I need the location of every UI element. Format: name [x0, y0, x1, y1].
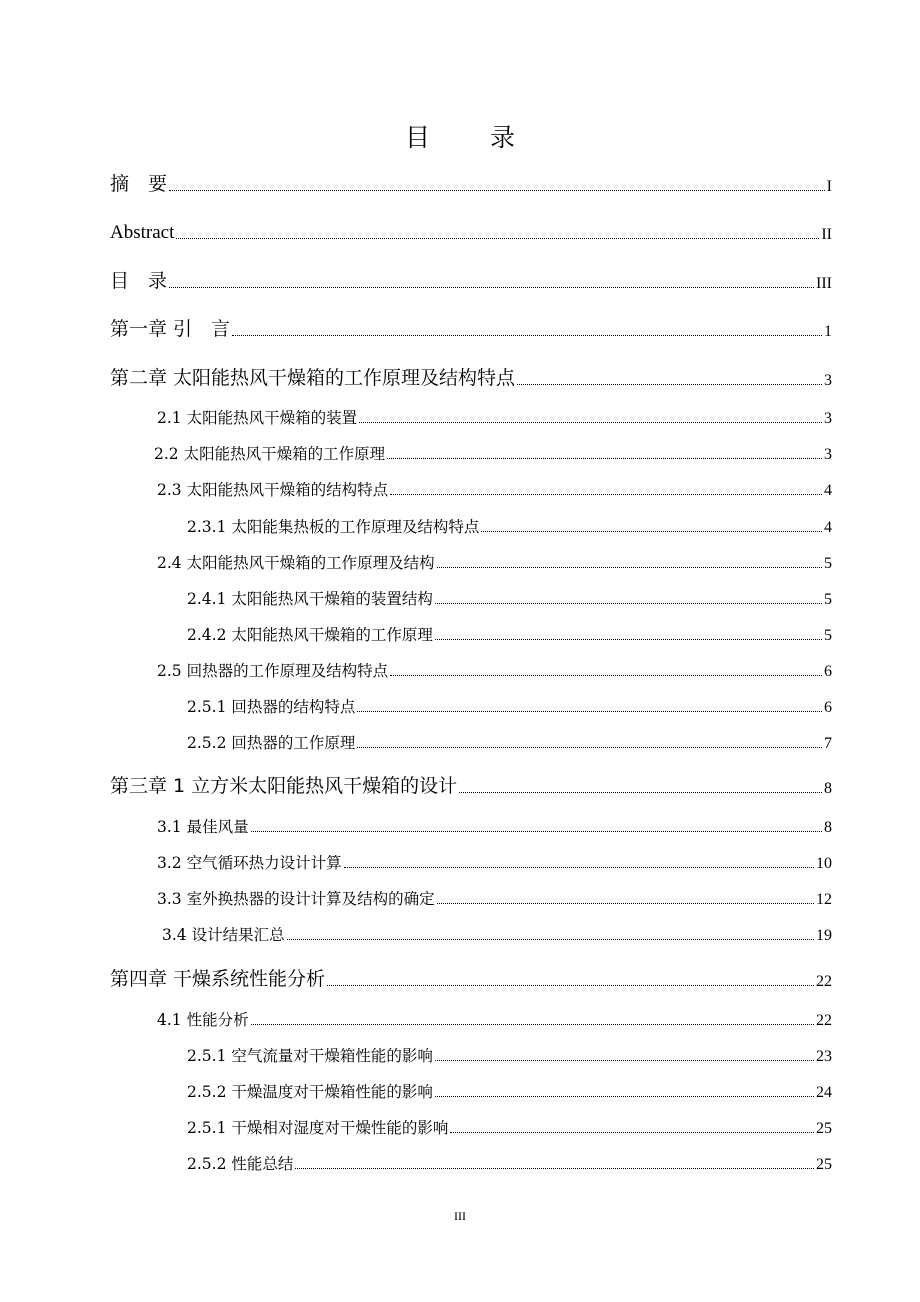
toc-page-number: 8: [824, 819, 832, 836]
toc-entry-contents[interactable]: [110, 267, 832, 293]
toc-entry-abstract-cn[interactable]: [110, 170, 832, 196]
toc-page-number: 6: [824, 699, 832, 716]
toc-page-number: 8: [824, 780, 832, 797]
toc-entry-2-1[interactable]: [157, 406, 832, 428]
dot-leader: [459, 792, 822, 793]
toc-entry-chapter-4[interactable]: [110, 965, 832, 991]
dot-leader: [169, 287, 814, 288]
toc-entry-2-4-2[interactable]: [187, 623, 832, 645]
toc-page-number: 25: [816, 1120, 832, 1137]
dot-leader: [287, 939, 814, 940]
toc-label: 2.1 太阳能热风干燥箱的装置: [157, 409, 358, 427]
toc-entry-2-5[interactable]: [157, 659, 832, 681]
toc-page-number: 3: [824, 410, 832, 427]
toc-page-number: 22: [816, 973, 832, 990]
page-footer-number: III: [454, 1209, 466, 1223]
toc-label: 2.3 太阳能热风干燥箱的结构特点: [157, 481, 389, 499]
toc-entry-abstract-en[interactable]: [110, 218, 832, 244]
toc-label: 4.1 性能分析: [157, 1011, 249, 1029]
toc-entry-4-1-1[interactable]: [187, 1044, 832, 1066]
dot-leader: [232, 335, 822, 336]
toc-page-number: 4: [824, 519, 832, 536]
dot-leader: [390, 494, 822, 495]
toc-label: 3.2 空气循环热力设计计算: [157, 854, 342, 872]
dot-leader: [437, 903, 814, 904]
toc-page-number: I: [826, 178, 832, 195]
toc-page-number: 6: [824, 663, 832, 680]
toc-label: 第二章 太阳能热风干燥箱的工作原理及结构特点: [110, 367, 516, 389]
toc-page-number: 23: [816, 1048, 832, 1065]
toc-label: 3.1 最佳风量: [157, 818, 249, 836]
toc-entry-chapter-3[interactable]: [110, 772, 832, 798]
dot-leader: [450, 1132, 814, 1133]
dot-leader: [390, 675, 822, 676]
toc-page-number: 12: [816, 891, 832, 908]
toc-label: 2.4 太阳能热风干燥箱的工作原理及结构: [157, 554, 435, 572]
toc-label: 第四章 干燥系统性能分析: [110, 968, 326, 990]
toc-label: 2.4.1 太阳能热风干燥箱的装置结构: [187, 590, 433, 608]
toc-entry-2-5-1[interactable]: [187, 695, 832, 717]
toc-label: 2.5.1 干燥相对湿度对干燥性能的影响: [187, 1119, 449, 1137]
toc-label: 第一章 引 言: [110, 318, 231, 340]
toc-entry-2-3-1[interactable]: [187, 515, 832, 537]
dot-leader: [251, 1024, 814, 1025]
dot-leader: [435, 639, 822, 640]
toc-page-number: 25: [816, 1156, 832, 1173]
toc-entry-2-2[interactable]: [154, 442, 832, 464]
toc-page-number: III: [816, 275, 832, 292]
toc-label: 2.5.1 空气流量对干燥箱性能的影响: [187, 1047, 433, 1065]
dot-leader: [344, 867, 814, 868]
toc-entry-4-1-2[interactable]: [187, 1080, 832, 1102]
dot-leader: [387, 458, 822, 459]
toc-page-number: 3: [824, 372, 832, 389]
toc-page-number: 19: [816, 927, 832, 944]
dot-leader: [295, 1168, 814, 1169]
toc-entry-2-3[interactable]: [157, 478, 832, 500]
dot-leader: [176, 238, 819, 239]
toc-entry-2-4-1[interactable]: [187, 587, 832, 609]
toc-entry-4-1-4[interactable]: [187, 1152, 832, 1174]
toc-entry-3-1[interactable]: [157, 815, 832, 837]
toc-label: 2.5.2 干燥温度对干燥箱性能的影响: [187, 1083, 433, 1101]
toc-entry-2-4[interactable]: [157, 551, 832, 573]
toc-label: 2.5.1 回热器的结构特点: [187, 698, 356, 716]
toc-page-number: 10: [816, 855, 832, 872]
toc-title: 目 录: [405, 123, 541, 152]
toc-label: 2.5.2 回热器的工作原理: [187, 734, 356, 752]
dot-leader: [435, 1060, 814, 1061]
dot-leader: [357, 711, 822, 712]
dot-leader: [357, 747, 822, 748]
toc-label: 摘 要: [110, 173, 168, 195]
toc-label: 2.4.2 太阳能热风干燥箱的工作原理: [187, 626, 433, 644]
dot-leader: [517, 384, 822, 385]
dot-leader: [435, 1096, 814, 1097]
dot-leader: [251, 831, 822, 832]
toc-entry-chapter-1[interactable]: [110, 315, 832, 341]
dot-leader: [359, 422, 822, 423]
toc-page-number: II: [821, 226, 832, 243]
toc-page-number: 22: [816, 1012, 832, 1029]
toc-label: Abstract: [110, 222, 175, 243]
toc-entry-3-4[interactable]: [162, 923, 832, 945]
dot-leader: [435, 603, 822, 604]
toc-entry-4-1[interactable]: [157, 1008, 832, 1030]
toc-label: 2.5.2 性能总结: [187, 1155, 294, 1173]
toc-page-number: 5: [824, 555, 832, 572]
toc-page-number: 3: [824, 446, 832, 463]
toc-label: 3.4 设计结果汇总: [162, 926, 285, 944]
toc-entry-4-1-3[interactable]: [187, 1116, 832, 1138]
toc-page-number: 24: [816, 1084, 832, 1101]
dot-leader: [481, 531, 822, 532]
toc-label: 2.5 回热器的工作原理及结构特点: [157, 662, 389, 680]
toc-page-number: 1: [824, 323, 832, 340]
toc-entry-3-3[interactable]: [157, 887, 832, 909]
toc-page-number: 5: [824, 591, 832, 608]
toc-page-number: 4: [824, 482, 832, 499]
toc-label: 第三章 1 立方米太阳能热风干燥箱的设计: [110, 775, 458, 797]
toc-entry-chapter-2[interactable]: [110, 364, 832, 390]
toc-entry-2-5-2[interactable]: [187, 731, 832, 753]
toc-entry-3-2[interactable]: [157, 851, 832, 873]
toc-label: 2.2 太阳能热风干燥箱的工作原理: [154, 445, 386, 463]
dot-leader: [327, 985, 814, 986]
dot-leader: [169, 190, 825, 191]
toc-label: 3.3 室外换热器的设计计算及结构的确定: [157, 890, 435, 908]
toc-label: 2.3.1 太阳能集热板的工作原理及结构特点: [187, 518, 480, 536]
toc-page-number: 5: [824, 627, 832, 644]
dot-leader: [437, 567, 822, 568]
toc-label: 目 录: [110, 270, 168, 292]
toc-page-number: 7: [824, 735, 832, 752]
